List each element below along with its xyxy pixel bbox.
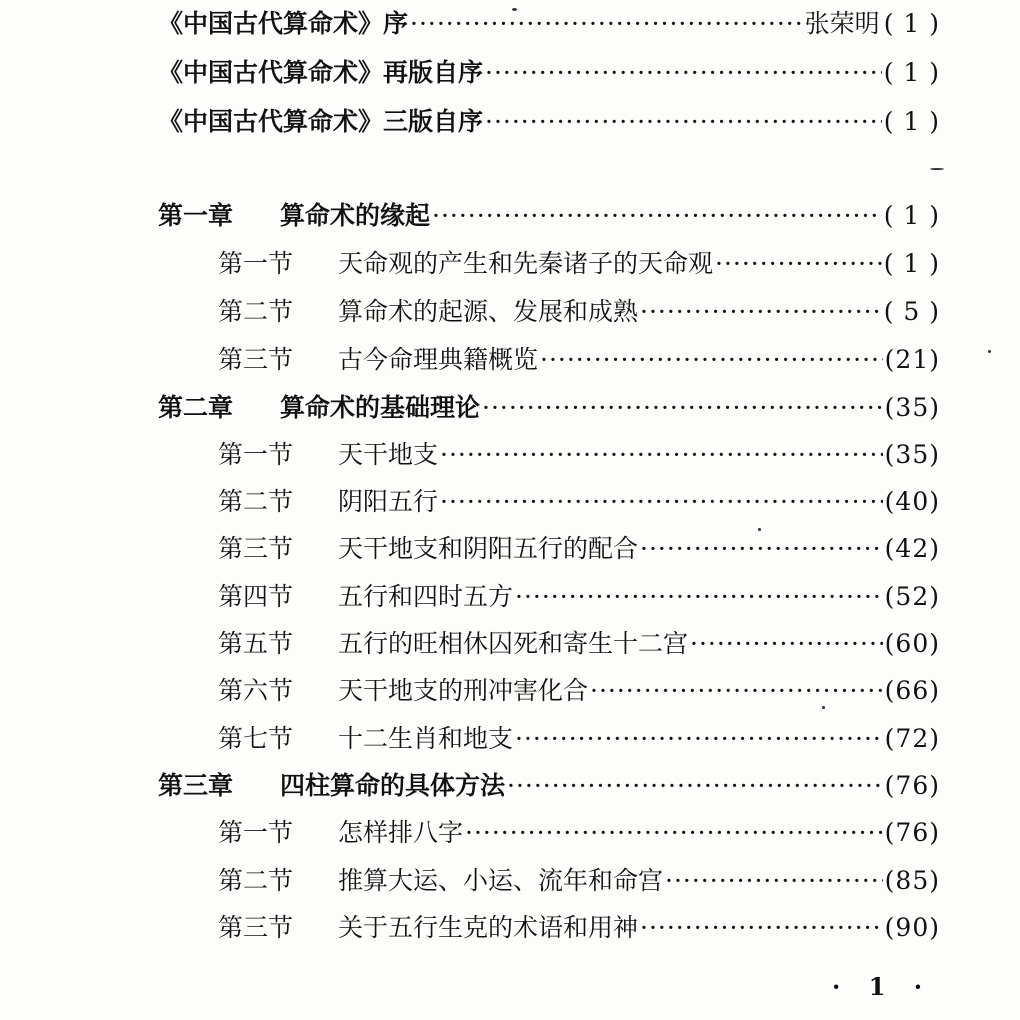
toc-section-3-1 xyxy=(218,815,940,851)
toc-section-2-7 xyxy=(218,721,940,757)
dot-leader xyxy=(515,721,883,757)
dot-leader xyxy=(715,246,882,282)
toc-section-2-5 xyxy=(218,626,940,662)
toc-entry-page: ( 1 ) xyxy=(883,58,940,87)
section-number: 第一节 xyxy=(218,249,294,278)
toc-section-2-2 xyxy=(218,484,940,520)
section-number: 第三节 xyxy=(218,345,294,374)
section-number: 第三节 xyxy=(218,534,294,563)
toc-chapter-1 xyxy=(158,198,940,234)
section-title: 天命观的产生和先秦诸子的天命观 xyxy=(338,249,714,278)
dot-leader xyxy=(690,626,883,662)
toc-entry-page: ( 1 ) xyxy=(883,9,940,38)
toc-entry-page: (52) xyxy=(884,582,940,611)
chapter-title: 算命术的缘起 xyxy=(280,201,431,230)
toc-chapter-2 xyxy=(158,390,940,426)
toc-section-1-2 xyxy=(218,294,940,330)
scan-speck xyxy=(758,528,761,531)
dot-leader xyxy=(465,815,883,851)
section-title: 关于五行生克的术语和用神 xyxy=(338,913,639,942)
toc-section-2-6 xyxy=(218,673,940,709)
section-number: 第七节 xyxy=(218,724,294,753)
section-number: 第六节 xyxy=(218,676,294,705)
section-number: 第三节 xyxy=(218,913,294,942)
chapter-title: 四柱算命的具体方法 xyxy=(280,771,506,800)
toc-entry-page: ( 1 ) xyxy=(883,201,940,230)
toc-entry-page: ( 5 ) xyxy=(883,297,940,326)
toc-entry-page: (85) xyxy=(884,866,940,895)
toc-entry-page: (40) xyxy=(884,487,940,516)
section-title: 天干地支的刑冲害化合 xyxy=(338,676,589,705)
dot-leader xyxy=(515,579,883,615)
chapter-title: 算命术的基础理论 xyxy=(280,393,481,422)
scan-speck xyxy=(822,706,825,709)
toc-entry-page: (35) xyxy=(884,440,940,469)
toc-entry-page: (66) xyxy=(884,676,940,705)
dot-leader xyxy=(665,863,883,899)
toc-section-2-3 xyxy=(218,531,940,567)
dot-leader xyxy=(507,768,883,804)
toc-entry-page: ( 1 ) xyxy=(883,249,940,278)
dot-leader xyxy=(440,437,883,473)
chapter-number: 第二章 xyxy=(158,393,234,422)
toc-entry-page: ( 1 ) xyxy=(883,107,940,136)
section-title: 天干地支 xyxy=(338,440,439,469)
section-number: 第一节 xyxy=(218,440,294,469)
chapter-number: 第一章 xyxy=(158,201,234,230)
dot-leader xyxy=(640,294,882,330)
dot-leader xyxy=(540,342,883,378)
toc-entry-page: (76) xyxy=(884,771,940,800)
section-title: 怎样排八字 xyxy=(338,818,464,847)
section-title: 天干地支和阴阳五行的配合 xyxy=(338,534,639,563)
scan-speck xyxy=(988,350,991,353)
section-number: 第二节 xyxy=(218,487,294,516)
dot-leader xyxy=(440,484,883,520)
toc-entry-page: (42) xyxy=(884,534,940,563)
dot-leader xyxy=(640,910,883,946)
section-number: 第五节 xyxy=(218,629,294,658)
toc-section-1-3 xyxy=(218,342,940,378)
toc-entry-page: (60) xyxy=(884,629,940,658)
toc-entry-page: (72) xyxy=(884,724,940,753)
toc-section-1-1 xyxy=(218,246,940,282)
dot-leader xyxy=(640,531,883,567)
section-title: 算命术的起源、发展和成熟 xyxy=(338,297,639,326)
section-number: 第二节 xyxy=(218,866,294,895)
section-title: 阴阳五行 xyxy=(338,487,439,516)
toc-entry-page: (90) xyxy=(884,913,940,942)
section-number: 第四节 xyxy=(218,582,294,611)
section-title: 十二生肖和地支 xyxy=(338,724,514,753)
toc-entry-title: 《中国古代算命术》序 xyxy=(158,9,409,38)
dot-leader xyxy=(432,198,882,234)
toc-front-matter-third-preface xyxy=(158,104,940,140)
section-title: 古今命理典籍概览 xyxy=(338,345,539,374)
section-number: 第一节 xyxy=(218,818,294,847)
toc-section-2-4 xyxy=(218,579,940,615)
page-number-marker: · 1 · xyxy=(832,972,933,1001)
section-title: 五行和四时五方 xyxy=(338,582,514,611)
section-title: 五行的旺相休囚死和寄生十二宫 xyxy=(338,629,689,658)
toc-entry-title: 《中国古代算命术》三版自序 xyxy=(158,107,484,136)
toc-entry-page: (76) xyxy=(884,818,940,847)
toc-section-3-3 xyxy=(218,910,940,946)
dot-leader xyxy=(485,55,882,91)
toc-chapter-3 xyxy=(158,768,940,804)
toc-entry-author: 张荣明 xyxy=(804,9,880,38)
dot-leader xyxy=(590,673,883,709)
section-number: 第二节 xyxy=(218,297,294,326)
dot-leader xyxy=(410,6,803,42)
toc-entry-title: 《中国古代算命术》再版自序 xyxy=(158,58,484,87)
section-title: 推算大运、小运、流年和命宫 xyxy=(338,866,664,895)
scan-speck xyxy=(512,8,517,11)
toc-entry-page: (35) xyxy=(884,393,940,422)
toc-front-matter-preface xyxy=(158,6,940,42)
scan-speck xyxy=(930,168,944,170)
dot-leader xyxy=(485,104,882,140)
toc-front-matter-second-preface xyxy=(158,55,940,91)
toc-section-3-2 xyxy=(218,863,940,899)
toc-entry-page: (21) xyxy=(884,345,940,374)
dot-leader xyxy=(482,390,883,426)
toc-section-2-1 xyxy=(218,437,940,473)
chapter-number: 第三章 xyxy=(158,771,234,800)
